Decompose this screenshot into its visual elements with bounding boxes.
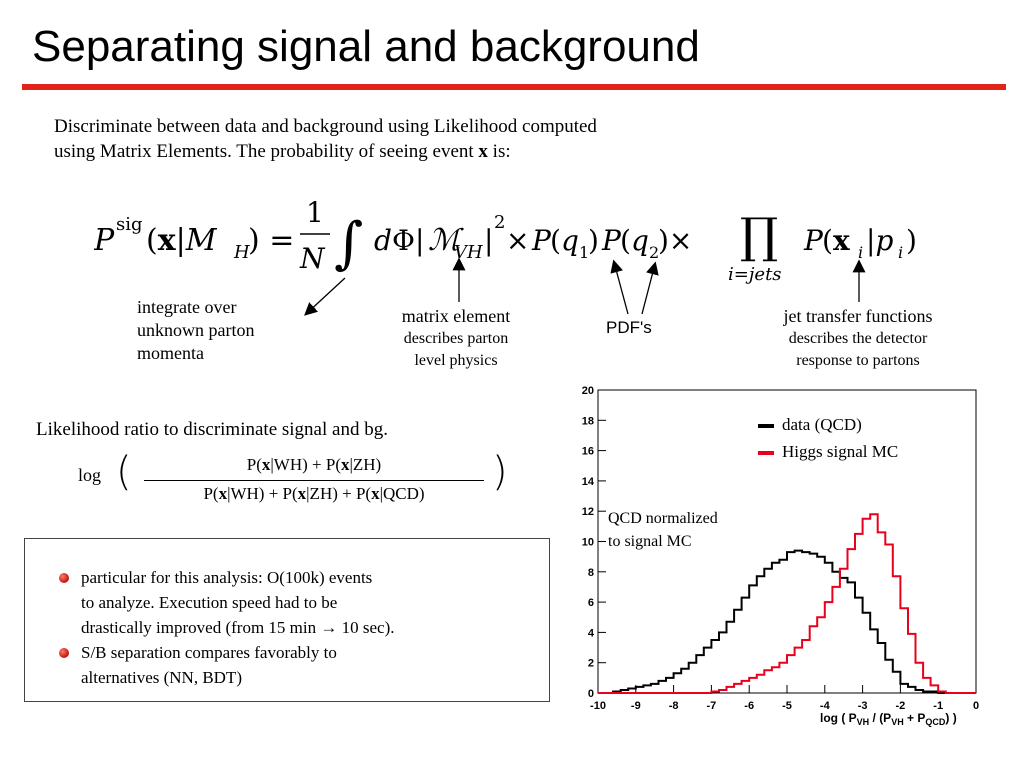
- title-underline: [22, 84, 1006, 90]
- y-tick-label: 14: [581, 475, 594, 488]
- x-tick-label: 0: [972, 700, 980, 712]
- svg-text:1: 1: [306, 196, 324, 229]
- probability-formula: [94, 192, 954, 292]
- x-axis-label: log ( $P_{VH} / (P_{VH} + P_{QCD})$ ): [820, 711, 957, 727]
- chart-annotation-line-2: to signal MC: [608, 533, 692, 550]
- pdfs-label: PDF's: [606, 318, 652, 337]
- bullet-1-line-1: particular for this analysis: O(100k) events: [81, 568, 373, 587]
- svg-text:(x: (x: [822, 224, 850, 257]
- x-tick-label: -10: [590, 700, 606, 712]
- x-tick-label: -2: [895, 700, 906, 712]
- svg-text:2: 2: [649, 243, 660, 262]
- y-tick-label: 8: [587, 566, 594, 579]
- legend-label-higgs: Higgs signal MC: [782, 442, 899, 461]
- y-tick-label: 6: [587, 597, 594, 610]
- notes-box: [24, 538, 550, 702]
- integrate-line-3: momenta: [137, 343, 204, 363]
- jet-sub-2: response to partons: [796, 352, 920, 369]
- svg-text:i=jets: i=jets: [728, 264, 782, 285]
- y-tick-label: 18: [581, 415, 594, 428]
- svg-text:): ): [906, 224, 917, 257]
- y-tick-label: 2: [587, 657, 594, 670]
- open-paren: (: [116, 449, 132, 495]
- svg-text:d: d: [374, 224, 392, 257]
- legend-label-qcd: data (QCD): [782, 415, 862, 434]
- bullet-2-line-2: alternatives (NN, BDT): [81, 668, 242, 687]
- intro-line-2: [54, 139, 734, 164]
- svg-text:) =: ) =: [248, 223, 295, 258]
- svg-text:×: ×: [506, 224, 530, 257]
- bullet-item: [59, 640, 539, 690]
- formula-graphic: [94, 192, 954, 292]
- y-tick-label: 16: [581, 445, 594, 458]
- y-tick-label: 10: [581, 536, 594, 549]
- svg-text:ℳ: ℳ: [428, 223, 461, 258]
- y-tick-label: 0: [587, 688, 594, 700]
- matrix-sub-2: level physics: [414, 352, 498, 369]
- slide-title: Separating signal and background: [32, 22, 700, 71]
- formula-text: P: [94, 223, 115, 258]
- bullet-1-line-2: to analyze. Execution speed had to be: [81, 593, 338, 612]
- histogram-svg: [556, 376, 986, 732]
- bullet-2-line-1: S/B separation compares favorably to: [81, 643, 337, 662]
- svg-text:|: |: [484, 224, 494, 257]
- x-tick-label: -8: [668, 700, 679, 712]
- chart-annotation-line-1: QCD normalized: [608, 510, 718, 527]
- bullet-icon: [59, 573, 69, 583]
- likelihood-numerator: P(x|WH) + P(x|ZH): [246, 455, 382, 474]
- x-tick-label: -5: [782, 700, 792, 712]
- x-tick-label: -7: [706, 700, 717, 712]
- bullet-icon: [59, 648, 69, 658]
- likelihood-formula: [78, 449, 518, 511]
- integrate-line-2: unknown parton: [137, 320, 255, 340]
- y-tick-label: 12: [581, 506, 594, 519]
- fraction-bar: [144, 480, 484, 481]
- svg-text:N: N: [300, 242, 325, 275]
- bullet-list: [59, 565, 539, 690]
- svg-text:1: 1: [579, 243, 590, 262]
- y-tick-label: 20: [581, 385, 594, 397]
- svg-text:(q: (q: [550, 224, 579, 257]
- svg-text:)×: )×: [658, 224, 693, 257]
- svg-text:|p: |p: [866, 224, 894, 257]
- svg-text:P: P: [532, 224, 551, 257]
- svg-text:P: P: [804, 224, 823, 257]
- matrix-sub-1: describes parton: [403, 330, 509, 347]
- x-tick-label: -4: [819, 700, 830, 712]
- bullet-1-line-3: drastically improved (from 15 min → 10 sec).: [81, 618, 395, 637]
- svg-text:∏: ∏: [740, 208, 779, 264]
- svg-text:∫: ∫: [334, 211, 364, 276]
- integrate-line-1: integrate over: [137, 297, 237, 317]
- y-tick-label: 4: [587, 627, 594, 640]
- close-paren: ): [492, 449, 508, 495]
- intro-text: [54, 114, 734, 164]
- svg-text:i: i: [858, 243, 864, 262]
- intro-line-1: Discriminate between data and background using Likelihood computed: [54, 116, 597, 137]
- event-symbol: x: [478, 141, 488, 162]
- integrate-annotation: [137, 296, 254, 365]
- svg-text:(q: (q: [620, 224, 649, 257]
- jet-annotation: [748, 305, 968, 372]
- jet-sub-1: describes the detector: [788, 330, 928, 347]
- svg-text:2: 2: [494, 212, 506, 233]
- x-tick-label: -6: [744, 700, 755, 712]
- svg-text:H: H: [234, 242, 250, 263]
- jet-title: jet transfer functions: [783, 306, 933, 326]
- bullet-item: [59, 565, 539, 640]
- x-tick-label: -3: [857, 700, 868, 712]
- svg-text:(x|M: (x|M: [146, 223, 217, 258]
- svg-text:Φ|: Φ|: [392, 224, 425, 257]
- x-tick-label: -1: [933, 700, 944, 712]
- intro-line-2-text: using Matrix Elements. The probability of seeing event: [54, 141, 479, 162]
- svg-text:): ): [588, 224, 599, 257]
- svg-text:sig: sig: [116, 214, 143, 235]
- likelihood-denominator: P(x|WH) + P(x|ZH) + P(x|QCD): [203, 484, 425, 503]
- matrix-annotation: [376, 305, 536, 372]
- svg-text:P: P: [602, 224, 621, 257]
- likelihood-caption: Likelihood ratio to discriminate signal and bg.: [36, 419, 388, 440]
- x-tick-label: -9: [630, 700, 641, 712]
- svg-text:VH: VH: [454, 242, 483, 263]
- intro-line-2-end: is:: [487, 141, 511, 162]
- log-label: log: [78, 465, 102, 485]
- matrix-title: matrix element: [401, 306, 511, 326]
- svg-text:i: i: [898, 243, 904, 262]
- histogram-chart: [556, 376, 986, 732]
